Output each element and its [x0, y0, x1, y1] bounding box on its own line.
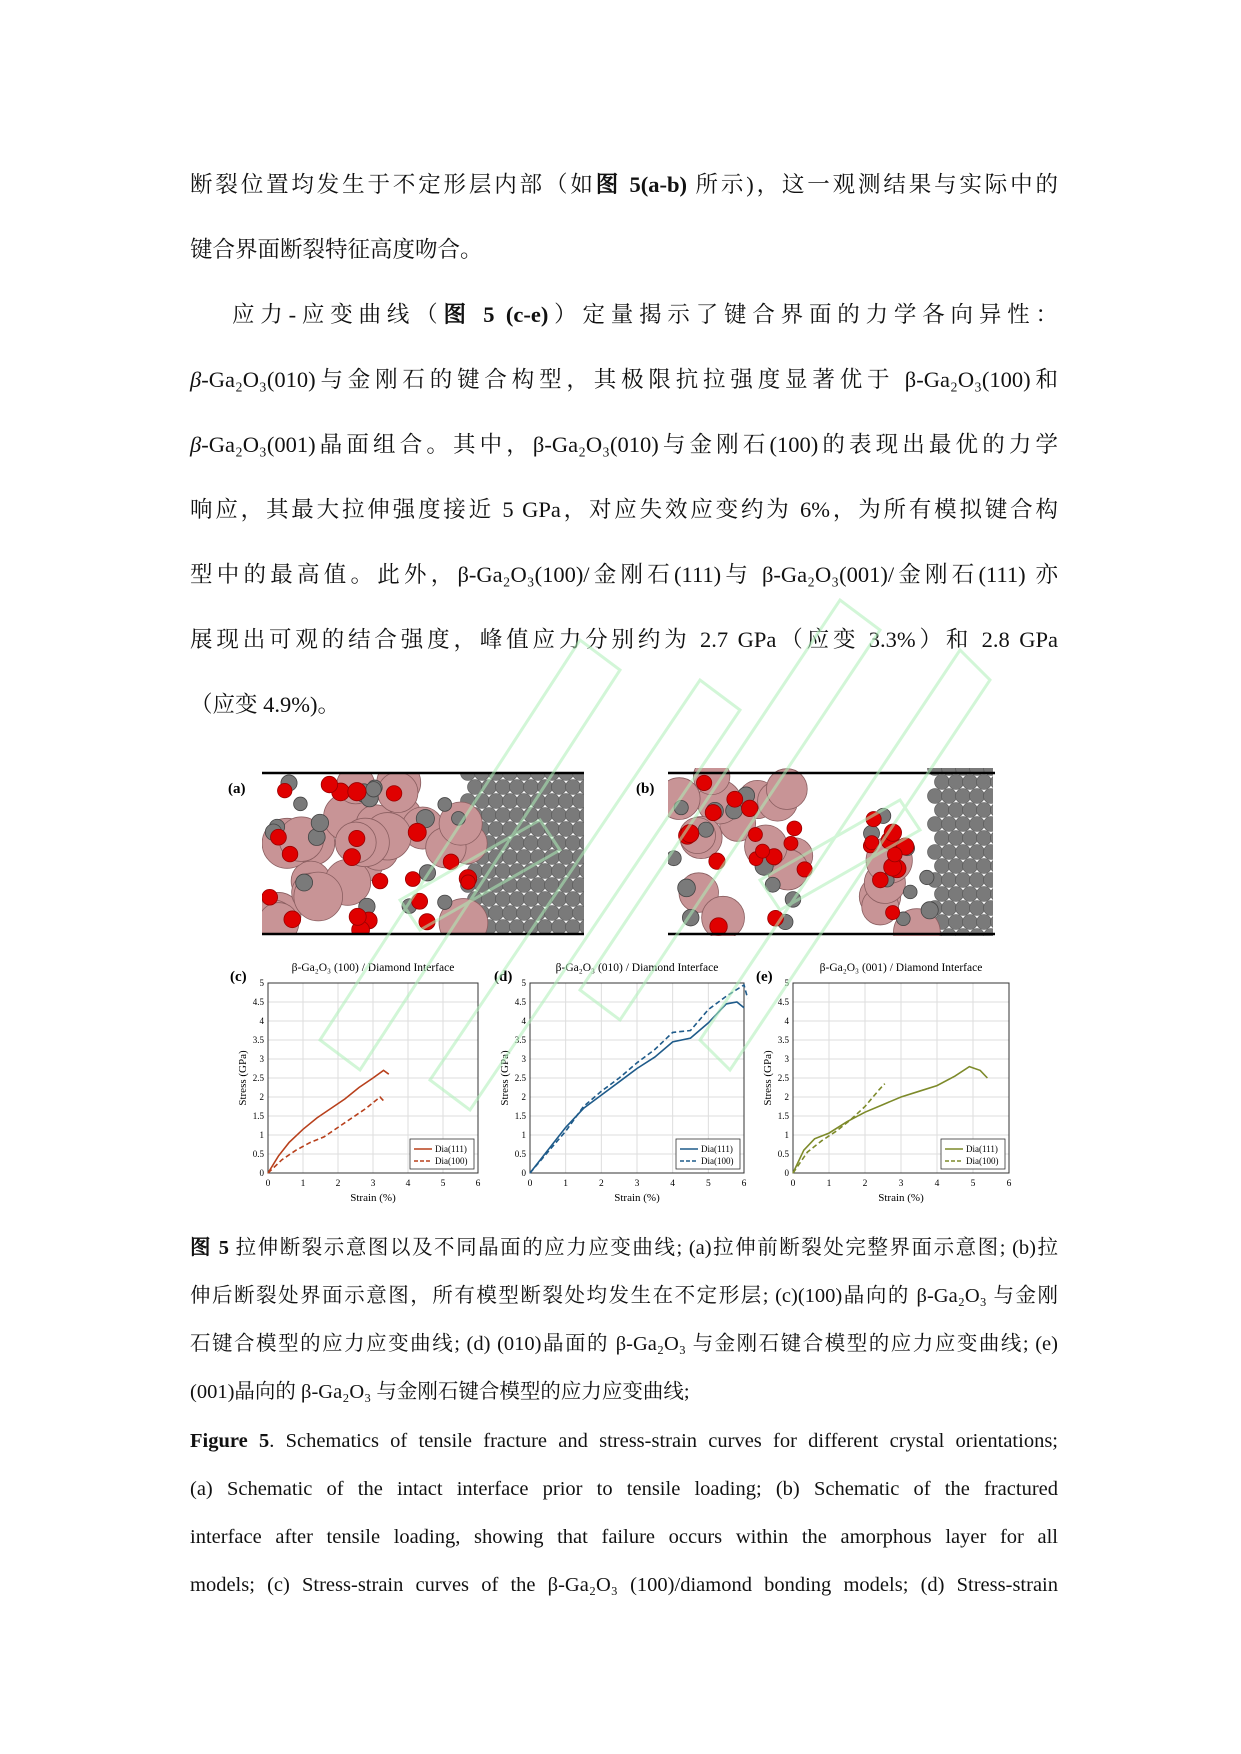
carbon-atom: [970, 817, 985, 832]
oxygen-atom: [443, 854, 459, 870]
carbon-atom: [984, 873, 999, 888]
carbon-atom: [903, 885, 917, 899]
carbon-atom: [991, 915, 1006, 930]
oxygen-atom: [705, 805, 721, 821]
carbon-atom: [524, 780, 539, 795]
carbon-atom: [538, 780, 553, 795]
y-tick-label: 4.5: [252, 997, 264, 1007]
caption-en-line-4: models; (c) Stress-strain curves of the β-Ga₂O₃ (100)/diamond bonding models; (d) Stress-strain: [190, 1574, 1058, 1596]
body-line-3: 应力-应变曲线（图 5 (c-e)）定量揭示了键合界面的力学各向异性：: [232, 302, 1058, 327]
carbon-atom: [935, 859, 950, 874]
carbon-atom: [468, 780, 483, 795]
carbon-atom: [580, 836, 595, 851]
carbon-atom: [552, 892, 567, 907]
carbon-atom: [991, 887, 1006, 902]
oxygen-atom: [886, 905, 900, 919]
carbon-atom: [942, 873, 957, 888]
x-tick-label: 1: [300, 1179, 306, 1189]
carbon-atom: [765, 877, 780, 892]
carbon-atom: [538, 836, 553, 851]
carbon-atom: [956, 817, 971, 832]
carbon-atom: [538, 864, 553, 879]
oxygen-atom: [756, 844, 770, 858]
stress-strain-chart-c: [230, 962, 481, 1204]
oxygen-atom: [710, 918, 728, 936]
y-tick-label: 3.5: [777, 1035, 789, 1045]
caption-cn-line-3: 石键合模型的应力应变曲线; (d) (010)晶面的 β-Ga₂O₃ 与金刚石键合模型的应力应变曲线; (e): [190, 1333, 1058, 1355]
carbon-atom: [510, 808, 525, 823]
carbon-atom: [524, 892, 539, 907]
carbon-atom: [963, 915, 978, 930]
x-tick-label: 4: [405, 1179, 411, 1189]
legend-label: Dia(100): [701, 1156, 734, 1166]
oxygen-atom: [419, 914, 435, 930]
oxygen-atom: [321, 776, 337, 792]
y-tick-label: 0.5: [777, 1149, 789, 1159]
y-tick-label: 3: [784, 1054, 789, 1064]
carbon-atom: [921, 902, 938, 919]
carbon-atom: [682, 909, 699, 926]
carbon-atom: [489, 850, 504, 865]
carbon-atom: [559, 794, 574, 809]
oxygen-atom: [412, 893, 428, 909]
legend-label: Dia(100): [966, 1156, 999, 1166]
legend-label: Dia(111): [701, 1144, 733, 1154]
panel-label-a: (a): [228, 781, 246, 797]
carbon-atom: [956, 845, 971, 860]
carbon-atom: [566, 836, 581, 851]
stress-strain-chart-e: [756, 962, 1012, 1204]
carbon-atom: [496, 892, 511, 907]
carbon-atom: [552, 836, 567, 851]
y-tick-label: 3.5: [252, 1035, 264, 1045]
y-tick-label: 1.5: [252, 1111, 264, 1121]
carbon-atom: [503, 906, 518, 921]
carbon-atom: [531, 850, 546, 865]
y-tick-label: 2: [784, 1092, 789, 1102]
oxygen-atom: [348, 783, 366, 801]
y-tick-label: 0.5: [252, 1149, 264, 1159]
carbon-atom: [517, 822, 532, 837]
carbon-atom: [531, 794, 546, 809]
carbon-atom: [942, 817, 957, 832]
carbon-atom: [517, 878, 532, 893]
carbon-atom: [559, 878, 574, 893]
carbon-atom: [984, 929, 999, 944]
carbon-atom: [566, 808, 581, 823]
carbon-atom: [496, 780, 511, 795]
caption-label-en: Figure 5: [190, 1430, 270, 1452]
carbon-atom: [517, 850, 532, 865]
carbon-atom: [566, 780, 581, 795]
oxygen-atom: [748, 828, 762, 842]
oxygen-atom: [343, 849, 360, 866]
x-tick-label: 6: [741, 1179, 747, 1189]
carbon-atom: [452, 811, 466, 825]
figure-ref: 图 5(a-b): [595, 172, 688, 197]
carbon-atom: [438, 798, 452, 812]
carbon-atom: [524, 836, 539, 851]
y-tick-label: 1.5: [777, 1111, 789, 1121]
carbon-atom: [496, 808, 511, 823]
carbon-atom: [674, 801, 688, 815]
carbon-atom: [956, 789, 971, 804]
x-tick-label: 3: [370, 1179, 376, 1189]
y-tick-label: 5: [784, 978, 789, 988]
x-tick-label: 2: [335, 1179, 341, 1189]
carbon-atom: [419, 865, 435, 881]
oxygen-atom: [408, 823, 426, 841]
carbon-atom: [489, 906, 504, 921]
carbon-atom: [545, 906, 560, 921]
carbon-atom: [942, 901, 957, 916]
carbon-atom: [296, 874, 313, 891]
carbon-atom: [580, 920, 595, 935]
carbon-atom: [482, 864, 497, 879]
carbon-atom: [698, 822, 713, 837]
carbon-atom: [977, 859, 992, 874]
carbon-atom: [928, 817, 943, 832]
carbon-atom: [510, 892, 525, 907]
y-tick-label: 3: [521, 1054, 526, 1064]
oxygen-atom: [349, 830, 365, 846]
carbon-atom: [949, 887, 964, 902]
caption-cn-line-4: (001)晶向的 β-Ga₂O₃ 与金刚石键合模型的应力应变曲线;: [190, 1381, 690, 1403]
series-line-dia111: [268, 1070, 389, 1173]
carbon-atom: [984, 789, 999, 804]
carbon-atom: [311, 814, 328, 831]
oxygen-atom: [797, 862, 812, 877]
oxygen-atom: [727, 791, 743, 807]
y-tick-label: 3: [259, 1054, 264, 1064]
panel-label: (d): [494, 969, 513, 985]
oxygen-atom: [742, 800, 758, 816]
y-axis-label: Stress (GPa): [237, 1050, 249, 1106]
chart-title: β-Ga₂O₃ (100) / Diamond Interface: [291, 962, 455, 974]
carbon-atom: [956, 901, 971, 916]
body-line-9: （应变 4.9%)。: [190, 692, 340, 717]
carbon-atom: [949, 775, 964, 790]
panel-label: (e): [756, 969, 773, 985]
y-tick-label: 5: [521, 978, 526, 988]
oxygen-atom: [787, 821, 802, 836]
carbon-atom: [977, 915, 992, 930]
stress-strain-chart-d: [494, 962, 748, 1204]
y-tick-label: 2.5: [777, 1073, 789, 1083]
carbon-atom: [949, 915, 964, 930]
x-tick-label: 1: [563, 1179, 569, 1189]
legend-label: Dia(111): [435, 1144, 467, 1154]
carbon-atom: [573, 878, 588, 893]
oxygen-atom: [271, 829, 287, 845]
carbon-atom: [963, 859, 978, 874]
carbon-atom: [538, 920, 553, 935]
carbon-atom: [517, 906, 532, 921]
legend-label: Dia(100): [435, 1156, 468, 1166]
oxygen-atom: [277, 783, 291, 797]
x-tick-label: 0: [790, 1179, 796, 1189]
y-tick-label: 0: [784, 1168, 789, 1178]
oxygen-atom: [887, 847, 902, 862]
carbon-atom: [566, 892, 581, 907]
y-tick-label: 4: [521, 1016, 526, 1026]
x-tick-label: 6: [1006, 1179, 1012, 1189]
carbon-atom: [935, 831, 950, 846]
carbon-atom: [496, 836, 511, 851]
x-tick-label: 3: [634, 1179, 640, 1189]
carbon-atom: [538, 892, 553, 907]
carbon-atom: [503, 794, 518, 809]
carbon-atom: [545, 822, 560, 837]
carbon-atom: [510, 920, 525, 935]
oxygen-atom: [282, 846, 298, 862]
carbon-atom: [949, 803, 964, 818]
caption-cn-line-2: 伸后断裂处界面示意图，所有模型断裂处均发生在不定形层; (c)(100)晶向的 β-Ga₂O₃ 与金刚: [190, 1285, 1058, 1307]
fractured-interface-schematic: [658, 758, 1005, 955]
carbon-atom: [977, 775, 992, 790]
y-tick-label: 4: [259, 1016, 264, 1026]
carbon-atom: [503, 850, 518, 865]
panel-label-b: (b): [636, 781, 655, 797]
carbon-atom: [566, 864, 581, 879]
x-tick-label: 0: [265, 1179, 271, 1189]
x-axis-label: Strain (%): [350, 1192, 396, 1204]
y-tick-label: 0.5: [514, 1149, 526, 1159]
oxygen-atom: [405, 872, 420, 887]
carbon-atom: [538, 808, 553, 823]
carbon-atom: [573, 850, 588, 865]
carbon-atom: [531, 906, 546, 921]
carbon-atom: [503, 822, 518, 837]
carbon-atom: [524, 864, 539, 879]
carbon-atom: [294, 797, 308, 811]
oxygen-atom: [349, 908, 366, 925]
body-line-4: β-Ga₂O₃(010)与金刚石的键合构型，其极限抗拉强度显著优于 β-Ga₂O₃(100)和: [190, 367, 1058, 392]
carbon-atom: [963, 831, 978, 846]
carbon-atom: [977, 803, 992, 818]
carbon-atom: [977, 831, 992, 846]
carbon-atom: [573, 822, 588, 837]
y-tick-label: 2.5: [514, 1073, 526, 1083]
caption-en-line-3: interface after tensile loading, showing that failure occurs within the amorphous layer for all: [190, 1526, 1058, 1548]
carbon-atom: [991, 831, 1006, 846]
carbon-atom: [517, 794, 532, 809]
carbon-atom: [963, 887, 978, 902]
y-axis-label: Stress (GPa): [499, 1050, 511, 1106]
carbon-atom: [963, 775, 978, 790]
y-tick-label: 1: [784, 1130, 789, 1140]
carbon-atom: [942, 789, 957, 804]
carbon-atom: [991, 803, 1006, 818]
carbon-atom: [580, 892, 595, 907]
carbon-atom: [949, 859, 964, 874]
oxygen-atom: [866, 812, 881, 827]
carbon-atom: [552, 780, 567, 795]
carbon-atom: [956, 873, 971, 888]
y-tick-label: 4: [784, 1016, 789, 1026]
oxygen-atom: [768, 910, 784, 926]
carbon-atom: [920, 870, 934, 884]
caption-english: [190, 1417, 1058, 1609]
carbon-atom: [928, 845, 943, 860]
carbon-atom: [475, 794, 490, 809]
x-tick-label: 5: [970, 1179, 976, 1189]
x-tick-label: 1: [826, 1179, 832, 1189]
y-tick-label: 1.5: [514, 1111, 526, 1121]
y-tick-label: 1: [259, 1130, 264, 1140]
y-tick-label: 0: [521, 1168, 526, 1178]
carbon-atom: [510, 836, 525, 851]
caption-en-line-1: Figure 5. Schematics of tensile fracture and stress-strain curves for different crystal orientations;: [190, 1430, 1058, 1452]
carbon-atom: [935, 887, 950, 902]
carbon-atom: [970, 929, 985, 944]
carbon-atom: [963, 803, 978, 818]
carbon-atom: [545, 878, 560, 893]
y-tick-label: 3.5: [514, 1035, 526, 1045]
carbon-atom: [559, 822, 574, 837]
x-tick-label: 0: [527, 1179, 533, 1189]
carbon-atom: [942, 845, 957, 860]
x-tick-label: 5: [440, 1179, 446, 1189]
y-axis-label: Stress (GPa): [762, 1050, 774, 1106]
oxygen-atom: [262, 889, 278, 905]
carbon-atom: [524, 920, 539, 935]
oxygen-atom: [709, 853, 725, 869]
carbon-atom: [482, 780, 497, 795]
chart-title: β-Ga₂O₃ (010) / Diamond Interface: [555, 962, 719, 974]
oxygen-atom: [681, 825, 699, 843]
oxygen-atom: [461, 875, 475, 889]
carbon-atom: [524, 808, 539, 823]
x-tick-label: 6: [475, 1179, 481, 1189]
y-tick-label: 5: [259, 978, 264, 988]
y-tick-label: 1: [521, 1130, 526, 1140]
carbon-atom: [545, 850, 560, 865]
y-tick-label: 0: [259, 1168, 264, 1178]
carbon-atom: [580, 780, 595, 795]
carbon-atom: [545, 794, 560, 809]
carbon-atom: [482, 892, 497, 907]
x-tick-label: 4: [934, 1179, 940, 1189]
oxygen-atom: [865, 836, 879, 850]
carbon-atom: [489, 822, 504, 837]
body-line-2: 键合界面断裂特征高度吻合。: [190, 237, 483, 262]
chart-title: β-Ga₂O₃ (001) / Diamond Interface: [819, 962, 983, 974]
y-tick-label: 2.5: [252, 1073, 264, 1083]
carbon-atom: [977, 887, 992, 902]
carbon-atom: [785, 892, 801, 908]
oxygen-atom: [784, 836, 798, 850]
y-tick-label: 2: [259, 1092, 264, 1102]
carbon-atom: [510, 780, 525, 795]
carbon-atom: [566, 920, 581, 935]
carbon-atom: [573, 794, 588, 809]
carbon-atom: [503, 878, 518, 893]
body-line-5: β-Ga₂O₃(001)晶面组合。其中，β-Ga₂O₃(010)与金刚石(100)的表现出最优的力学: [190, 432, 1058, 457]
gallium-atom: [766, 769, 807, 810]
oxygen-atom: [696, 775, 711, 790]
caption-cn-line-1: 图 5 拉伸断裂示意图以及不同晶面的应力应变曲线; (a)拉伸前断裂处完整界面示意图; (b)拉: [190, 1237, 1059, 1259]
x-tick-label: 5: [705, 1179, 711, 1189]
carbon-atom: [559, 906, 574, 921]
carbon-atom: [935, 775, 950, 790]
carbon-atom: [935, 803, 950, 818]
carbon-atom: [496, 864, 511, 879]
y-tick-label: 4.5: [514, 997, 526, 1007]
figure-ref: 图 5 (c-e): [443, 302, 549, 327]
caption-chinese: [190, 1224, 1058, 1416]
carbon-atom: [496, 920, 511, 935]
body-line-1: 断裂位置均发生于不定形层内部（如图 5(a-b) 所示)，这一观测结果与实际中的: [190, 172, 1058, 197]
oxygen-atom: [884, 824, 901, 841]
carbon-atom: [970, 845, 985, 860]
carbon-atom: [510, 864, 525, 879]
x-axis-label: Strain (%): [878, 1192, 924, 1204]
legend-label: Dia(111): [966, 1144, 998, 1154]
x-tick-label: 2: [862, 1179, 868, 1189]
carbon-atom: [984, 845, 999, 860]
carbon-atom: [531, 822, 546, 837]
carbon-atom: [559, 850, 574, 865]
carbon-atom: [489, 794, 504, 809]
intact-interface-schematic: [247, 761, 594, 950]
carbon-atom: [552, 864, 567, 879]
x-tick-label: 2: [598, 1179, 604, 1189]
y-tick-label: 4.5: [777, 997, 789, 1007]
body-line-6: 响应，其最大拉伸强度接近 5 GPa，对应失效应变约为 6%，为所有模拟键合构: [190, 497, 1058, 522]
oxygen-atom: [386, 786, 402, 802]
carbon-atom: [580, 808, 595, 823]
panel-label: (c): [230, 969, 247, 985]
x-tick-label: 4: [670, 1179, 676, 1189]
carbon-atom: [366, 782, 381, 797]
carbon-atom: [991, 859, 1006, 874]
carbon-atom: [482, 808, 497, 823]
y-tick-label: 2: [521, 1092, 526, 1102]
carbon-atom: [573, 906, 588, 921]
carbon-atom: [949, 831, 964, 846]
carbon-atom: [552, 920, 567, 935]
carbon-atom: [552, 808, 567, 823]
carbon-atom: [970, 873, 985, 888]
carbon-atom: [531, 878, 546, 893]
carbon-atom: [580, 864, 595, 879]
carbon-atom: [928, 789, 943, 804]
carbon-atom: [970, 901, 985, 916]
carbon-atom: [438, 895, 452, 909]
x-tick-label: 3: [898, 1179, 904, 1189]
x-axis-label: Strain (%): [614, 1192, 660, 1204]
body-line-8: 展现出可观的结合强度，峰值应力分别约为 2.7 GPa（应变 3.3%）和 2.8 GPa: [190, 627, 1058, 652]
carbon-atom: [984, 901, 999, 916]
carbon-atom: [956, 929, 971, 944]
carbon-atom: [970, 789, 985, 804]
carbon-atom: [666, 851, 681, 866]
oxygen-atom: [372, 873, 387, 888]
caption-en-line-2: (a) Schematic of the intact interface prior to tensile loading; (b) Schematic of the fractured: [190, 1478, 1058, 1500]
carbon-atom: [942, 929, 957, 944]
carbon-atom: [991, 775, 1006, 790]
carbon-atom: [678, 879, 696, 897]
oxygen-atom: [284, 911, 301, 928]
caption-label: 图 5: [190, 1237, 229, 1259]
gallium-atom: [693, 758, 729, 794]
body-line-7: 型中的最高值。此外，β-Ga₂O₃(100)/金刚石(111)与 β-Ga₂O₃(001)/金刚石(111) 亦: [190, 562, 1058, 587]
oxygen-atom: [872, 872, 888, 888]
carbon-atom: [489, 878, 504, 893]
carbon-atom: [984, 817, 999, 832]
